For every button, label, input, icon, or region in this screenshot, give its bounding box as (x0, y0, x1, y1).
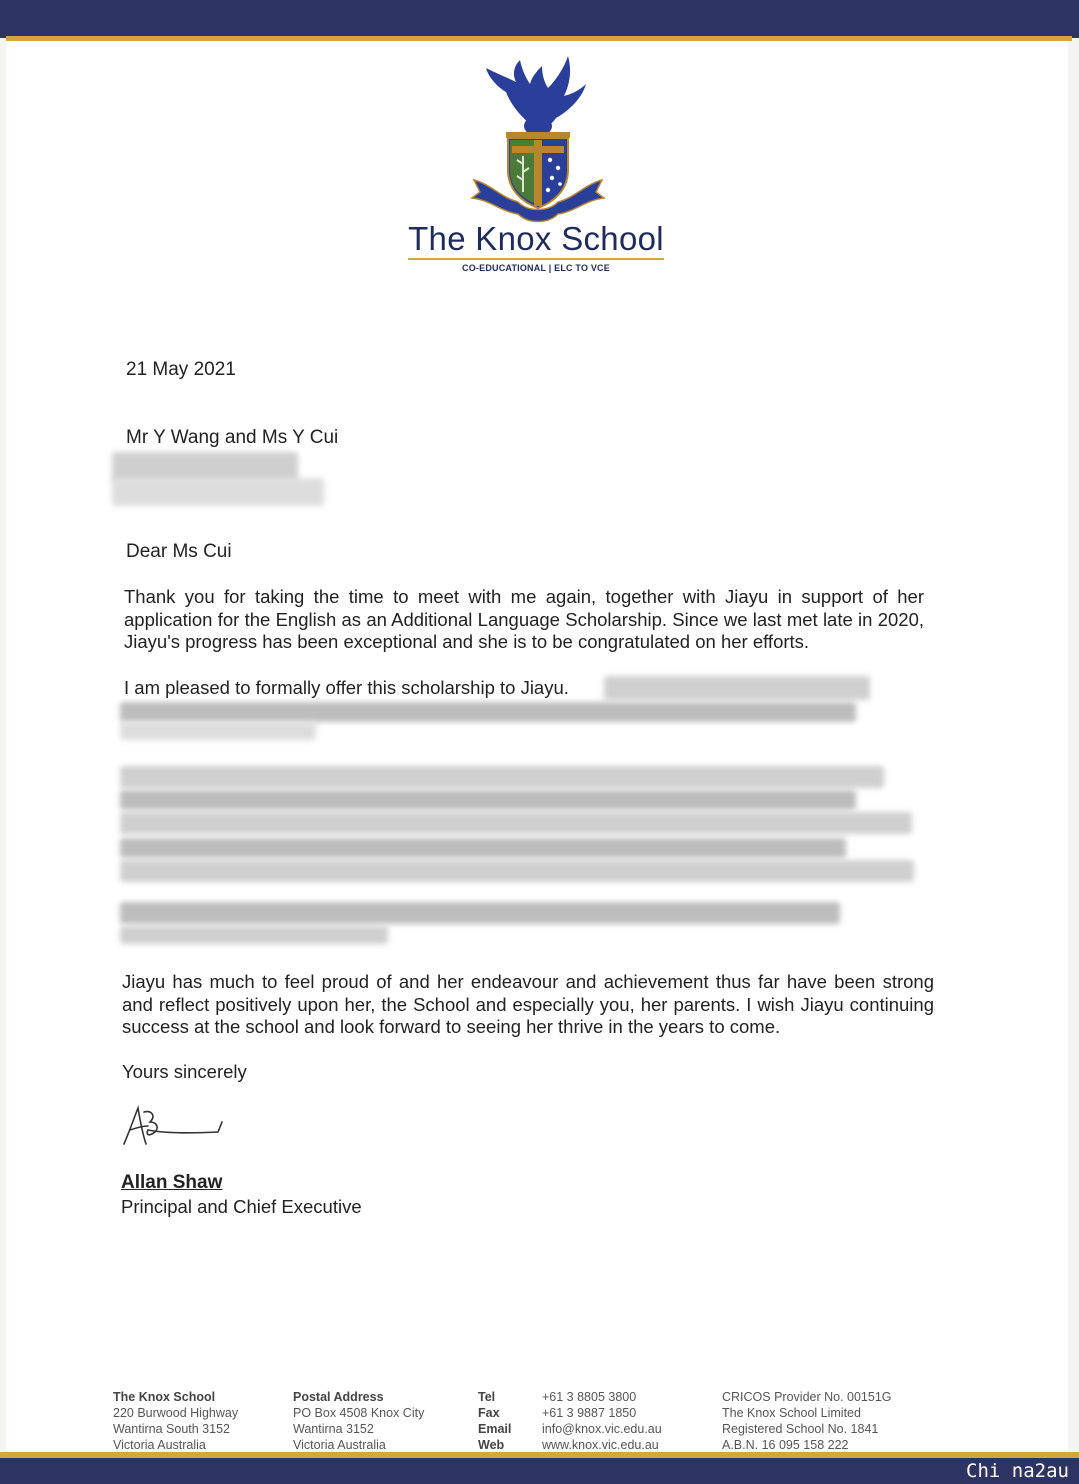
footer-school-address (113, 1389, 238, 1453)
paragraph-offer: I am pleased to formally offer this scholarship to Jiayu. (124, 677, 569, 698)
school-name: The Knox School (408, 220, 664, 257)
footer-contact-labels (478, 1389, 511, 1453)
footer-line: Wantirna 3152 (293, 1422, 374, 1436)
letter-date: 21 May 2021 (126, 359, 236, 380)
footer-line: The Knox School Limited (722, 1406, 861, 1420)
school-tagline: CO-EDUCATIONAL | ELC TO VCE (462, 263, 610, 273)
footer-contact-values (542, 1389, 662, 1453)
signatory-title: Principal and Chief Executive (121, 1196, 362, 1217)
redacted-text (604, 676, 870, 700)
footer-postal-address (293, 1389, 424, 1453)
redacted-text (120, 722, 316, 740)
footer-line: Registered School No. 1841 (722, 1422, 879, 1436)
paragraph-closing: Jiayu has much to feel proud of and her endeavour and achievement thus far have been strong and reflect positively upon her, the School and especially you, her parents. I wish Jiayu continuing success at the school and look forward to seeing her thrive in the years to come. (122, 971, 934, 1037)
footer-line: A.B.N. 16 095 158 222 (722, 1438, 849, 1452)
handwritten-signature (118, 1100, 238, 1150)
paragraph-intro: Thank you for taking the time to meet with me again, together with Jiayu in support of her application for the English as an Additional Language Scholarship. Since we last met late in 2020, Jiayu's progress has been exceptional and she is to be congratulated on her efforts. (124, 586, 924, 652)
footer-postal-heading: Postal Address (293, 1390, 384, 1404)
signatory-name: Allan Shaw (121, 1172, 223, 1193)
redacted-paragraph (120, 838, 846, 858)
footer-tel-label: Tel (478, 1390, 496, 1404)
footer-line: PO Box 4508 Knox City (293, 1406, 425, 1420)
redacted-paragraph (120, 902, 840, 924)
redacted-paragraph (120, 812, 912, 834)
closing-phrase: Yours sincerely (122, 1061, 247, 1082)
salutation: Dear Ms Cui (126, 541, 232, 562)
footer-fax-value: +61 3 9887 1850 (542, 1406, 637, 1420)
footer-web-value: www.knox.vic.edu.au (542, 1438, 659, 1452)
footer-email-value: info@knox.vic.edu.au (542, 1422, 662, 1436)
footer-line: CRICOS Provider No. 00151G (722, 1390, 892, 1404)
school-crest-logo (468, 52, 608, 227)
letterhead-rule (408, 258, 664, 260)
footer-email-label: Email (478, 1422, 512, 1436)
footer-school-heading: The Knox School (113, 1390, 216, 1404)
redacted-paragraph (120, 860, 914, 882)
footer-line: Wantirna South 3152 (113, 1422, 230, 1436)
footer-fax-label: Fax (478, 1406, 500, 1420)
top-border-band (0, 0, 1079, 38)
redacted-paragraph (120, 926, 388, 944)
footer-line: Victoria Australia (293, 1438, 386, 1452)
bottom-border-band (0, 1458, 1079, 1484)
footer-line: 220 Burwood Highway (113, 1406, 239, 1420)
redacted-paragraph (120, 790, 856, 810)
footer-registration (722, 1389, 892, 1453)
redacted-paragraph (120, 766, 884, 788)
redacted-address-line-2 (112, 478, 324, 506)
watermark-text: Chi na2au (966, 1460, 1069, 1482)
footer-line: Victoria Australia (113, 1438, 206, 1452)
footer-web-label: Web (478, 1438, 505, 1452)
redacted-text (120, 702, 856, 722)
recipient-name: Mr Y Wang and Ms Y Cui (126, 427, 339, 448)
footer-tel-value: +61 3 8805 3800 (542, 1390, 637, 1404)
